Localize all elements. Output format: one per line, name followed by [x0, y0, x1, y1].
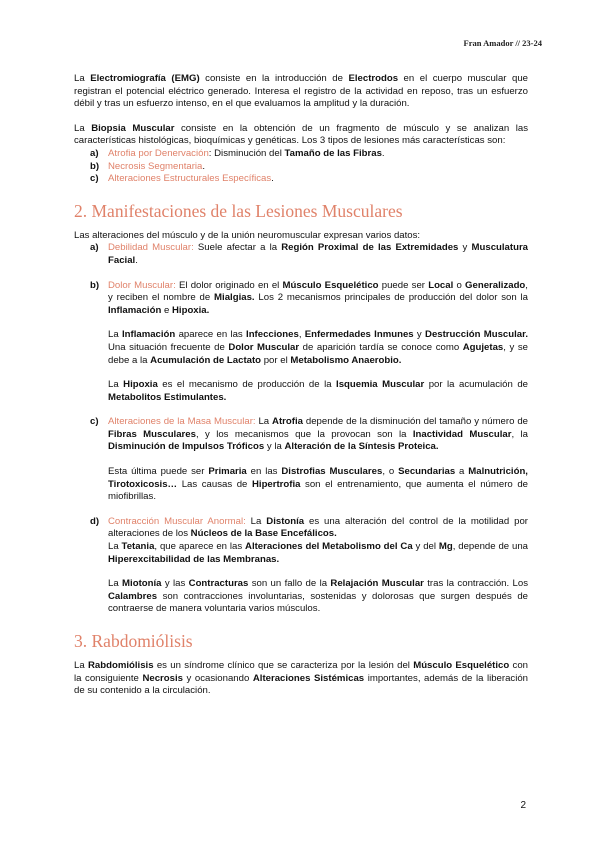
text-run: por el — [261, 354, 291, 366]
text-run: Rabdomiólisis — [87, 660, 154, 671]
text-run: Distonía — [266, 515, 305, 527]
text-run: Acumulación de Lactato — [150, 354, 262, 366]
text-run: de aparición tardía se conoce como — [299, 341, 463, 353]
text-run: Tetania — [121, 541, 155, 553]
text-run: Destrucción Muscular. — [425, 329, 528, 341]
text-run: Inflamación — [108, 304, 162, 316]
text-run: , y se debe a la — [108, 341, 528, 366]
text-run: Una situación frecuente de — [108, 341, 229, 353]
text-run: La — [108, 578, 123, 590]
text-run: : Disminución del — [208, 147, 285, 159]
text-run: Tamaño de las Fibras — [284, 147, 382, 159]
rhabdomyolysis-paragraph — [74, 660, 528, 698]
text-run: Mialgias. — [214, 292, 255, 304]
text-run: Dolor Muscular — [228, 341, 300, 353]
text-run: Generalizado — [465, 279, 526, 291]
text-run: , — [298, 329, 305, 341]
myotonia-paragraph — [74, 578, 528, 616]
text-run: Metabolitos Estimulantes. — [108, 391, 227, 403]
text-run: Músculo Esquelético — [413, 660, 510, 671]
page-content — [74, 73, 528, 698]
text-run: Disminución de Impulsos Tróficos — [108, 441, 265, 453]
lesion-types-list — [74, 148, 528, 186]
text-run: Fibras Musculares — [108, 428, 196, 440]
text-run: puede ser — [378, 279, 429, 291]
text-run: La — [245, 515, 267, 527]
text-run: y las — [161, 578, 189, 590]
text-run: Malnutrición, Tirotoxicosis… — [108, 466, 528, 490]
text-run: Contracturas — [188, 578, 249, 590]
hypertrophy-paragraph — [74, 466, 528, 504]
text-run: Esta última puede ser — [108, 466, 209, 478]
item-d-contraction: d) Contracción Muscular Anormal: La Distonía es una alteración del control de la motilidad por alteraciones de los Núcleos de la Base Encefálicos. — [90, 515, 528, 540]
text-run: Primaria — [208, 466, 247, 478]
text-run: en el cuerpo muscular que registran el potencial eléctrico generado. Interesa el registro de la actividad en reposo, tras un esfuerzo débil y tras un esfuerzo intenso, en el que evaluamos la amplitud y la duración. — [74, 73, 528, 110]
text-run: Biopsia Muscular — [91, 122, 175, 134]
text-run: , que aparece en las — [154, 541, 246, 553]
text-run: con la consiguiente — [74, 660, 529, 684]
list-item: a) Atrofia por Denervación: Disminución del Tamaño de las Fibras. — [90, 147, 385, 159]
text-run: . — [271, 173, 274, 185]
text-run: El dolor originado en el — [175, 279, 283, 291]
text-run: Núcleos de la Base Encefálicos. — [190, 528, 337, 540]
text-run: . — [135, 254, 138, 266]
text-run: y del — [412, 541, 439, 553]
text-run: Alteraciones del Metabolismo del Ca — [245, 541, 413, 553]
text-run: La — [255, 416, 273, 428]
text-run: Enfermedades Inmunes — [304, 329, 414, 341]
text-run: , y reciben el nombre de — [108, 279, 528, 304]
text-run: e — [161, 304, 172, 316]
text-run: a — [455, 466, 469, 478]
text-run: Atrofia — [272, 416, 303, 428]
text-run: Hipertrofia — [251, 478, 301, 490]
item-c-mass: c) Alteraciones de la Masa Muscular: La Atrofia depende de la disminución del tamaño y número de Fibras Musculares, y los mecanismos que la provocan son la Inactividad Muscular, la Disminución de Impulsos Tróficos y la Alteración de la Síntesis Proteica. — [90, 416, 528, 453]
text-run: importantes, además de la liberación de su contenido a la circulación. — [74, 672, 529, 697]
text-run: La — [108, 379, 124, 391]
emg-paragraph — [74, 73, 528, 111]
text-run: La — [74, 73, 91, 84]
text-run: La — [108, 329, 122, 341]
text-run: Musculatura Facial — [108, 242, 529, 266]
text-run: Necrosis — [142, 672, 183, 684]
section-2-intro: Las alteraciones del músculo y de la unión neuromuscular expresan varios datos: — [74, 229, 421, 241]
text-run: Calambres — [108, 590, 158, 602]
text-run: Las causas de — [177, 478, 252, 490]
item-a-weakness: a) Debilidad Muscular: Suele afectar a la Región Proximal de las Extremidades y Musculatura Facial. — [90, 242, 529, 266]
biopsy-paragraph — [74, 123, 528, 148]
text-run: es una alteración del control de la motilidad por alteraciones de los — [108, 515, 528, 540]
text-run: y — [413, 329, 426, 341]
text-run: , depende de una — [452, 541, 528, 553]
text-run: Los 2 mecanismos principales de producción del dolor son la — [254, 292, 528, 304]
text-run: , y los mecanismos que la provocan son la — [195, 428, 413, 440]
tetany-paragraph — [74, 541, 528, 566]
text-run: Inactividad Muscular — [412, 428, 512, 440]
text-run: La — [108, 541, 122, 553]
list-item: b) Necrosis Segmentaria. — [90, 160, 206, 172]
text-run: o — [453, 279, 466, 291]
text-run: consiste en la obtención de un fragmento de músculo y se analizan las características histológicas, bioquímicas y genéticas. Los 3 tipos de lesiones más características son: — [74, 122, 528, 147]
text-run: . — [202, 160, 206, 172]
text-run: y la — [264, 441, 285, 453]
text-run: La — [74, 660, 88, 671]
inflammation-paragraph — [74, 329, 528, 367]
text-run: Mg — [438, 541, 453, 553]
text-run: Electrodos — [348, 73, 399, 84]
list-item: c) Alteraciones Estructurales Específicas. — [90, 173, 274, 185]
hypoxia-paragraph — [74, 379, 528, 404]
text-run: por la acumulación de — [424, 379, 528, 391]
text-run: La — [74, 122, 92, 134]
text-run: son un fallo de la — [248, 578, 331, 590]
text-run: Relajación Muscular — [330, 578, 424, 590]
text-run: Isquemia Muscular — [336, 379, 425, 391]
text-run: , o — [382, 466, 399, 478]
text-run: Agujetas — [462, 341, 504, 353]
text-run: Metabolismo Anaerobio. — [290, 354, 402, 366]
text-run: Infecciones — [246, 329, 299, 341]
text-run: es un síndrome clínico que se caracteriza por la lesión del — [153, 660, 414, 671]
text-run: Inflamación — [121, 329, 176, 341]
text-run: son contracciones involuntarias, sostenidas y dolorosas que surgen después de contraerse de manera voluntaria varios músculos. — [108, 590, 528, 615]
text-run: consiste en la introducción de — [199, 73, 349, 84]
text-run: tras la contracción. Los — [423, 578, 528, 590]
section-3-heading: 3. Rabdomiólisis — [74, 631, 193, 651]
text-run: es el mecanismo de producción de la — [157, 379, 337, 391]
text-run: Hipoxia — [123, 379, 158, 391]
text-run: depende de la disminución del tamaño y número de — [302, 416, 528, 428]
page-header-author: Fran Amador // 23-24 — [463, 38, 542, 48]
section-2-heading: 2. Manifestaciones de las Lesiones Musculares — [74, 200, 403, 221]
text-run: , la — [511, 428, 528, 440]
text-run: y — [458, 242, 472, 254]
text-run: en las — [246, 466, 282, 478]
text-run: son el entrenamiento, que aumenta el número de miofibrillas. — [108, 478, 528, 503]
text-run: y ocasionando — [182, 672, 253, 684]
text-run: Suele afectar a la — [193, 242, 282, 254]
item-b-pain: b) Dolor Muscular: El dolor originado en el Músculo Esquelético puede ser Local o Generalizado, y reciben el nombre de Mialgias. Los 2 mecanismos principales de producción del dolor son la Inflamación e Hipoxia. — [90, 279, 528, 316]
text-run: Electromiografía (EMG) — [90, 73, 200, 84]
text-run: Hiperexcitabilidad de las Membranas. — [108, 553, 280, 565]
text-run: Miotonía — [122, 578, 162, 590]
text-run: Hipoxia. — [171, 304, 210, 316]
text-run: Región Proximal de las Extremidades — [281, 242, 459, 254]
text-run: . — [381, 147, 385, 159]
text-run: Distrofias Musculares — [281, 466, 383, 478]
text-run: Alteración de la Síntesis Proteica. — [284, 441, 439, 453]
text-run: Secundarias — [398, 466, 456, 478]
text-run: Local — [428, 279, 454, 291]
page-number: 2 — [520, 800, 526, 811]
text-run: aparece en las — [175, 329, 247, 341]
text-run: Alteraciones Sistémicas — [252, 672, 365, 684]
text-run: Músculo Esquelético — [282, 279, 379, 291]
